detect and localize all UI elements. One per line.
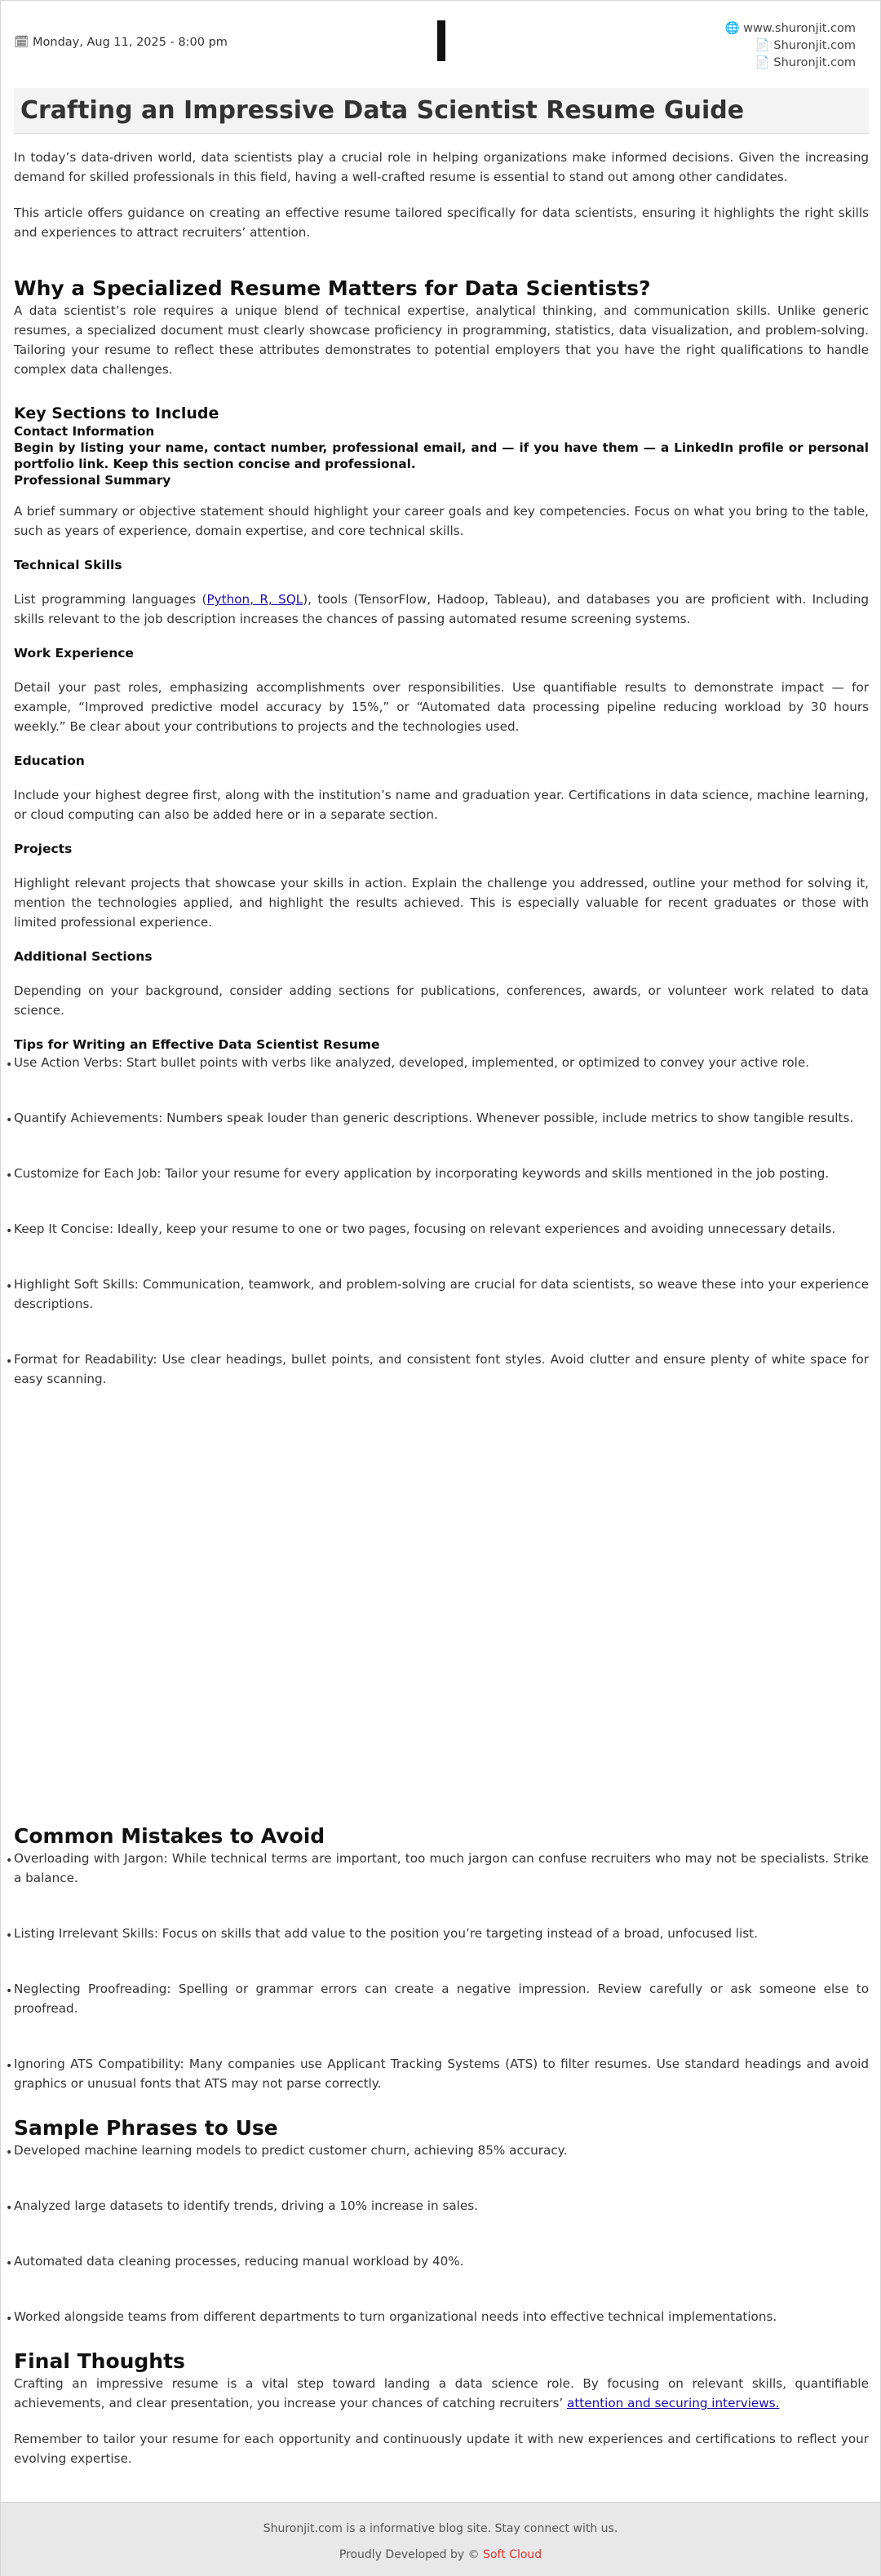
site-footer — [1, 2502, 880, 2576]
tips-heading: Tips for Writing an Effective Data Scientist Resume — [14, 1037, 380, 1052]
list-item: • Analyzed large datasets to identify trends, driving a 10% increase in sales. — [14, 2196, 869, 2216]
projects-heading: Projects — [14, 842, 73, 856]
education-heading: Education — [14, 753, 85, 768]
additional-heading: Additional Sections — [14, 949, 153, 964]
skills-heading: Technical Skills — [14, 558, 122, 572]
skills-text-post: ), tools (TensorFlow, Hadoop, Tableau), and databases you are proficient with. Including skills relevant to the job description increases the chances of passing automated resume screening systems. — [14, 592, 869, 626]
article-body-lower — [14, 1824, 869, 2468]
site-link-3[interactable]: 📄 Shuronjit.com — [755, 56, 856, 69]
work-heading: Work Experience — [14, 646, 134, 661]
site-link-1[interactable]: 🌐 www.shuronjit.com — [724, 22, 856, 35]
footer-credit-text: Proudly Developed by © — [339, 2548, 484, 2561]
list-item: • Use Action Verbs: Start bullet points with verbs like analyzed, developed, implemented, or optimized to convey your active role. — [14, 1053, 869, 1072]
education-text: Include your highest degree first, along with the institution’s name and graduation year. Certifications in data science, machine learning, or cloud computing can also be added here or in a separate section. — [14, 788, 869, 822]
title-banner — [14, 88, 869, 134]
why-text: A data scientist’s role requires a unique blend of technical expertise, analytical thinking, and communication skills. Unlike generic resumes, a specialized document must clearly showcase proficiency in programming, statistics, data visualization, and problem-solving. Tailoring your resume to reflect these attributes demonstrates to potential employers that you have the right qualifications to handle complex data challenges. — [14, 303, 869, 377]
final-link[interactable]: attention and securing interviews. — [567, 2396, 780, 2410]
work-text: Detail your past roles, emphasizing accomplishments over responsibilities. Use quantifiable results to demonstrate impact — for example, “Improved predictive model accuracy by 15%,” or “Automated data processing pipeline reducing workload by 30 hours weekly.” Be clear about your contributions to projects and the technologies used. — [14, 680, 869, 734]
article-body — [14, 148, 869, 1389]
site-links — [725, 20, 856, 72]
phrases-list — [14, 2141, 869, 2326]
contact-heading: Contact Information — [14, 424, 155, 439]
final-heading: Final Thoughts — [14, 2349, 185, 2373]
phrases-heading: Sample Phrases to Use — [14, 2116, 278, 2140]
skills-link[interactable]: Python, R, SQL — [206, 592, 303, 607]
intro-paragraph-1: In today’s data-driven world, data scientists play a crucial role in helping organizations make informed decisions. Given the increasing demand for skilled professionals in this field, having a well-crafted resume is essential to stand out among other candidates. — [14, 150, 869, 184]
final-text-2: Remember to tailor your resume for each opportunity and continuously update it with new experiences and certifications to reflect your evolving expertise. — [14, 2432, 869, 2466]
list-item: • Worked alongside teams from different departments to turn organizational needs into effective technical implementations. — [14, 2307, 869, 2326]
final-text — [14, 2374, 869, 2413]
mistakes-heading: Common Mistakes to Avoid — [14, 1824, 325, 1848]
why-heading: Why a Specialized Resume Matters for Data Scientists? — [14, 276, 651, 300]
projects-text: Highlight relevant projects that showcase your skills in action. Explain the challenge you addressed, outline your method for solving it, mention the technologies applied, and highlight the results achieved. This is especially valuable for recent graduates or those with limited professional experience. — [14, 876, 869, 930]
summary-text: A brief summary or objective statement should highlight your career goals and key competencies. Focus on what you bring to the table, such as years of experience, domain expertise, and core technical skills. — [14, 504, 869, 538]
footer-tagline: Shuronjit.com is a informative blog site. Stay connect with us. — [263, 2522, 618, 2535]
list-item: • Neglecting Proofreading: Spelling or grammar errors can create a negative impression. Review carefully or ask someone else to proofread. — [14, 1979, 869, 2018]
list-item: • Customize for Each Job: Tailor your resume for every application by incorporating keywords and skills mentioned in the job posting. — [14, 1164, 869, 1183]
list-item: • Automated data cleaning processes, reducing manual workload by 40%. — [14, 2251, 869, 2271]
summary-heading: Professional Summary — [14, 473, 171, 488]
skills-text-pre: List programming languages ( — [14, 592, 207, 607]
footer-brand-link[interactable]: Soft Cloud — [483, 2548, 542, 2561]
sections-heading: Key Sections to Include — [14, 404, 219, 422]
tips-list — [14, 1053, 869, 1389]
mistakes-list — [14, 1849, 869, 2093]
list-item: • Ignoring ATS Compatibility: Many companies use Applicant Tracking Systems (ATS) to filter resumes. Use standard headings and avoid graphics or unusual fonts that ATS may not parse correctly. — [14, 2054, 869, 2093]
post-date: 🗓 Monday, Aug 11, 2025 - 8:00 pm — [14, 36, 228, 49]
intro-paragraph-2: This article offers guidance on creating an effective resume tailored specifically for data scientists, ensuring it highlights the right skills and experiences to attract recruiters’ attention. — [14, 205, 869, 240]
contact-text: Begin by listing your name, contact number, professional email, and — if you have them — a LinkedIn profile or personal portfolio link. Keep this section concise and professional. — [14, 440, 869, 471]
final-text-pre: Crafting an impressive resume is a vital step toward landing a data science role. By focusing on relevant skills, quantifiable achievements, and clear presentation, you increase your chances of catching recruiters’ — [14, 2376, 869, 2410]
site-logo[interactable] — [437, 20, 445, 61]
list-item: • Listing Irrelevant Skills: Focus on skills that add value to the position you’re targeting instead of a broad, unfocused list. — [14, 1924, 869, 1943]
list-item: • Developed machine learning models to predict customer churn, achieving 85% accuracy. — [14, 2141, 869, 2160]
footer-credit — [1, 2548, 880, 2561]
list-item: • Keep It Concise: Ideally, keep your resume to one or two pages, focusing on relevant experiences and avoiding unnecessary details. — [14, 1219, 869, 1239]
list-item: • Overloading with Jargon: While technical terms are important, too much jargon can confuse recruiters who may not be specialists. Strike a balance. — [14, 1849, 869, 1888]
top-bar — [1, 1, 880, 82]
site-link-2[interactable]: 📄 Shuronjit.com — [755, 39, 856, 52]
list-item: • Format for Readability: Use clear headings, bullet points, and consistent font styles. Avoid clutter and ensure plenty of white space for easy scanning. — [14, 1350, 869, 1389]
additional-text: Depending on your background, consider adding sections for publications, conferences, awards, or volunteer work related to data science. — [14, 983, 869, 1018]
skills-text — [14, 590, 869, 629]
list-item: • Highlight Soft Skills: Communication, teamwork, and problem-solving are crucial for data scientists, so weave these into your experience descriptions. — [14, 1275, 869, 1314]
page-title: Crafting an Impressive Data Scientist Resume Guide — [20, 96, 745, 125]
list-item: • Quantify Achievements: Numbers speak louder than generic descriptions. Whenever possible, include metrics to show tangible results. — [14, 1108, 869, 1128]
